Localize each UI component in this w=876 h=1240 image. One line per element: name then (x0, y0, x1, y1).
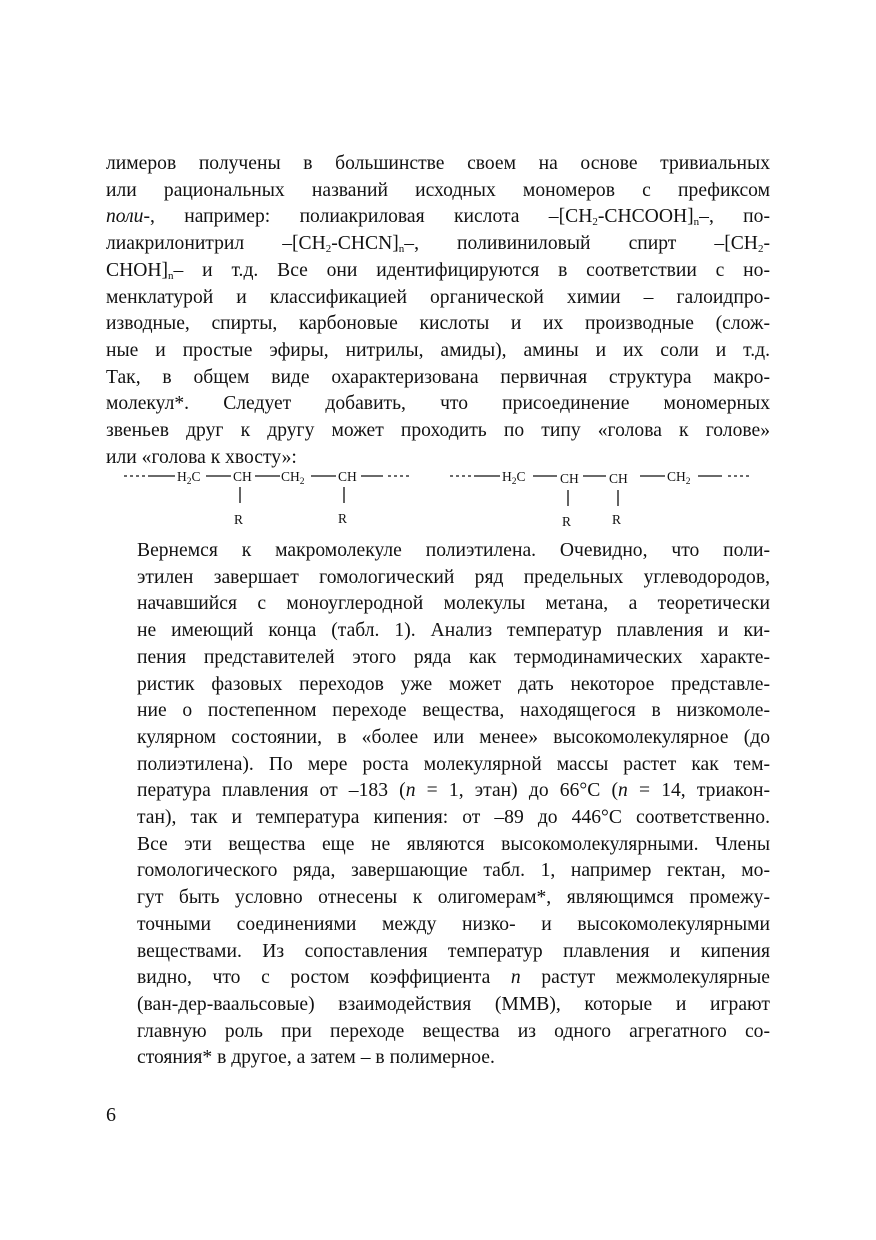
text-line: Вернемся к макромолекуле полиэтилена. Очевидно, что поли- (137, 540, 770, 561)
text-line: $CHOH]_n-$ и т.д. Все они идентифицируются в соответствии с но- (106, 259, 770, 282)
text-line: лиакрилонитрил $-[CH_2-CHCN]_n-$, поливиниловый спирт $-[CH_2-$ (106, 233, 770, 256)
text-line: начавшийся с моноуглеродной молекулы метана, а теоретически (137, 593, 770, 615)
text-line: стояния* в другое, а затем – в полимерное. (137, 1047, 495, 1069)
text-line: (ван-дер-ваальсовые) взаимодействия (ММВ), которые и играют (137, 993, 770, 1015)
text-line: ристик фазовых переходов уже может дать некоторое представле- (137, 673, 770, 695)
text-line: или «голова к хвосту»: (106, 446, 297, 468)
text-line: гут быть условно отнесены к олигомерам*, являющимся промежу- (137, 887, 770, 909)
text-line: или рациональных названий исходных мономеров с префиксом (106, 179, 770, 201)
text-line: веществами. Из сопоставления температур плавления и кипения (137, 940, 770, 962)
text-line: гомологического ряда, завершающие табл. 1, например гектан, мо- (137, 860, 770, 882)
text-line: ные и простые эфиры, нитрилы, амиды), амины и их соли и т.д. (106, 339, 770, 361)
text-line: тан), так и температура кипения: от –89 до 446°C соответственно. (137, 807, 770, 829)
text-line: ние о постепенном переходе вещества, находящегося в низкомоле- (137, 700, 770, 722)
text-line: полиэтилена). По мере роста молекулярной массы растет как тем- (137, 753, 770, 775)
group-ch2: $CH_2$ (281, 469, 305, 487)
text-line: пения представителей этого ряда как термодинамических характе- (137, 646, 770, 668)
text-line: лимеров получены в большинстве своем на основе тривиальных (106, 153, 770, 174)
group-ch2: $CH_2$ (667, 469, 691, 487)
group-ch: CH (233, 469, 252, 484)
text-line: не имеющий конца (табл. 1). Анализ температур плавления и ки- (137, 620, 770, 642)
head-to-tail-structure (124, 469, 410, 527)
head-to-head-structure (450, 469, 750, 529)
substituent-r: R (612, 512, 622, 527)
text-line: поли-, например: полиакриловая кислота $-[CH_2-CHCOOH]_n-$, по- (106, 206, 770, 229)
substituent-r: R (234, 512, 244, 527)
group-ch: CH (338, 469, 357, 484)
group-h2c: $H_2C$ (177, 469, 201, 487)
substituent-r: R (562, 514, 572, 529)
text-line: Все эти вещества еще не являются высокомолекулярными. Члены (137, 833, 770, 855)
text-line: точными соединениями между низко- и высокомолекулярными (137, 913, 770, 935)
text-line: кулярном состоянии, в «более или менее» высокомолекулярное (до (137, 726, 770, 748)
text-line: молекул*. Следует добавить, что присоединение мономерных (106, 393, 770, 415)
group-ch: CH (560, 471, 579, 486)
paragraph-polyethylene (106, 538, 770, 1072)
substituent-r: R (338, 511, 348, 526)
group-h2c: $H_2C$ (502, 469, 526, 487)
text-line: изводные, спирты, карбоновые кислоты и их производные (слож- (106, 313, 770, 335)
group-ch: CH (609, 471, 628, 486)
page-number: 6 (106, 1104, 116, 1126)
text-line: Так, в общем виде охарактеризована первичная структура макро- (106, 366, 770, 388)
text-line: пература плавления от –183 (n = 1, этан) до 66°C (n = 14, триакон- (137, 780, 770, 802)
text-line: менклатурой и классификацией органической химии – галоидпро- (106, 286, 770, 308)
text-line: главную роль при переходе вещества из одного агрегатного со- (137, 1020, 770, 1042)
text-line: звеньев друг к другу может проходить по типу «голова к голове» (106, 420, 770, 442)
text-line: видно, что с ростом коэффициента n растут межмолекулярные (137, 967, 770, 989)
text-line: этилен завершает гомологический ряд предельных углеводородов, (137, 566, 770, 588)
